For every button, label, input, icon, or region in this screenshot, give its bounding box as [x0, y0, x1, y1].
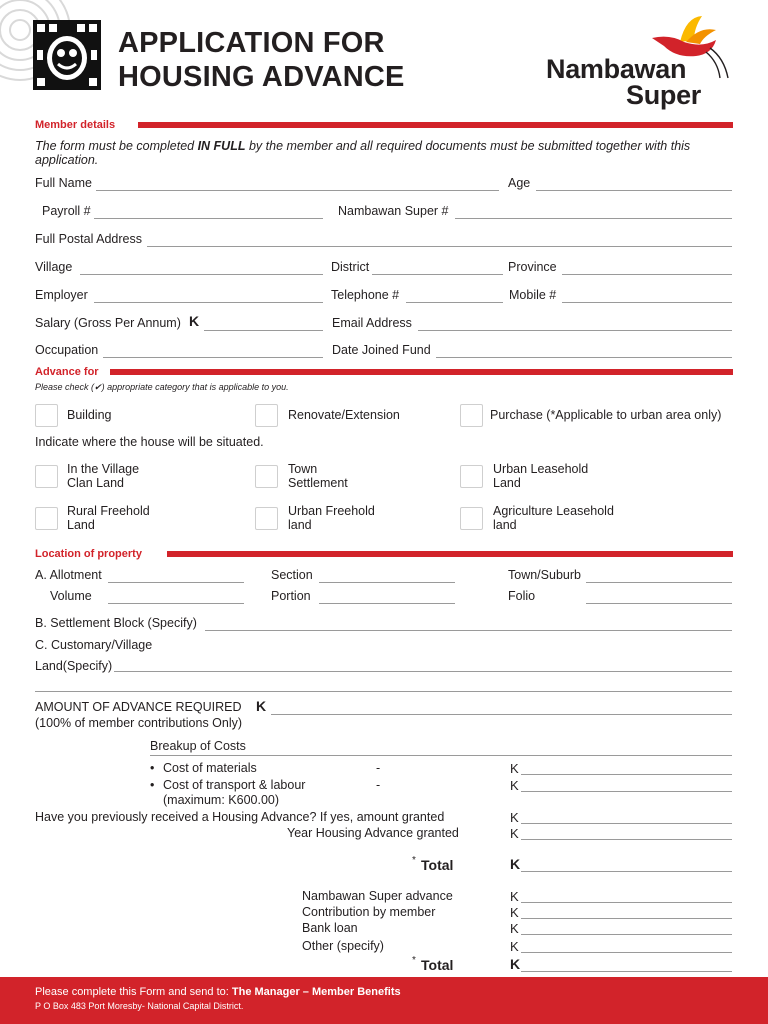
land-type-label: Clan Land	[67, 476, 124, 490]
building-label: Building	[67, 408, 112, 422]
total-label: Total	[421, 857, 454, 873]
urban-leasehold-checkbox[interactable]	[460, 465, 483, 488]
occupation-label: Occupation	[35, 343, 99, 357]
previous-advance-label: Have you previously received a Housing Advance? If yes, amount granted	[35, 810, 445, 824]
footer-send-to	[35, 986, 401, 998]
bank-loan-currency: K	[510, 921, 519, 936]
bank-loan-label: Bank loan	[302, 921, 358, 935]
email-field[interactable]	[418, 330, 732, 331]
nambawan-super-field[interactable]	[455, 218, 732, 219]
grand-total-currency: K	[510, 956, 521, 972]
employer-field[interactable]	[94, 302, 323, 303]
transport-currency: K	[510, 778, 519, 793]
intro-part1: The form must be completed	[35, 139, 198, 153]
transport-bullet: •	[150, 778, 155, 792]
previous-amount-field[interactable]	[521, 823, 732, 824]
payroll-field[interactable]	[94, 218, 323, 219]
nambawan-super-label: Nambawan Super #	[338, 204, 449, 218]
province-label: Province	[508, 260, 557, 274]
folio-label: Folio	[508, 589, 536, 603]
other-label: Other (specify)	[302, 939, 384, 953]
total-currency: K	[510, 856, 521, 872]
land-type-label: Land	[493, 476, 521, 490]
telephone-field[interactable]	[406, 302, 503, 303]
province-field[interactable]	[562, 274, 732, 275]
agriculture-leasehold-checkbox[interactable]	[460, 507, 483, 530]
transport-note: (maximum: K600.00)	[163, 793, 280, 807]
grand-total-star: *	[412, 955, 416, 966]
year-currency: K	[510, 826, 519, 841]
land-type-label: In the Village	[67, 462, 140, 476]
situated-label: Indicate where the house will be situated.	[35, 435, 264, 449]
member-intro	[35, 139, 690, 153]
advance-for-bar	[110, 369, 733, 375]
village-field[interactable]	[80, 274, 323, 275]
rural-freehold-checkbox[interactable]	[35, 507, 58, 530]
total-field[interactable]	[521, 871, 732, 872]
town-settlement-checkbox[interactable]	[255, 465, 278, 488]
renovate-checkbox[interactable]	[255, 404, 278, 427]
nambawan-advance-field[interactable]	[521, 902, 732, 903]
member-details-title: Member details	[35, 119, 121, 131]
amount-label: AMOUNT OF ADVANCE REQUIRED	[35, 700, 242, 714]
footer-send-bold: The Manager – Member Benefits	[231, 986, 401, 998]
land-type-label: Town	[288, 462, 318, 476]
employer-label: Employer	[35, 288, 88, 302]
village-label: Village	[35, 260, 73, 274]
customary-label-line2: Land(Specify)	[35, 659, 113, 673]
postal-address-label: Full Postal Address	[35, 232, 142, 246]
footer-address: P O Box 483 Port Moresby- National Capital District.	[35, 1001, 244, 1011]
settlement-block-label: B. Settlement Block (Specify)	[35, 616, 197, 630]
year-granted-label: Year Housing Advance granted	[287, 826, 459, 840]
mobile-field[interactable]	[562, 302, 732, 303]
land-type-label: Urban Leasehold	[493, 462, 589, 476]
transport-field[interactable]	[521, 791, 732, 792]
contribution-field[interactable]	[521, 918, 732, 919]
town-suburb-label: Town/Suburb	[508, 568, 581, 582]
location-title: Location of property	[35, 548, 148, 560]
payroll-label: Payroll #	[42, 204, 91, 218]
nambawan-advance-currency: K	[510, 889, 519, 904]
land-type-label: Rural Freehold	[67, 504, 150, 518]
grand-total-field[interactable]	[521, 971, 732, 972]
salary-currency: K	[189, 313, 200, 329]
district-field[interactable]	[372, 274, 503, 275]
portion-label: Portion	[271, 589, 311, 603]
telephone-label: Telephone #	[331, 288, 400, 302]
postal-address-field[interactable]	[147, 246, 732, 247]
footer-bar	[0, 977, 768, 1024]
land-type-label: land	[493, 518, 517, 532]
intro-part2: by the member and all required documents must be submitted together with this	[245, 139, 691, 153]
occupation-field[interactable]	[103, 357, 323, 358]
advance-instruction: Please check (✔) appropriate category that is applicable to you.	[35, 382, 289, 392]
renovate-label: Renovate/Extension	[288, 408, 400, 422]
land-type-label: land	[288, 518, 312, 532]
amount-currency: K	[256, 698, 267, 714]
advance-for-title: Advance for	[35, 366, 105, 378]
date-joined-label: Date Joined Fund	[332, 343, 431, 357]
bank-loan-field[interactable]	[521, 934, 732, 935]
nambawan-advance-label: Nambawan Super advance	[302, 889, 453, 903]
amount-note: (100% of member contributions Only)	[35, 716, 243, 730]
form-title-line2: HOUSING ADVANCE	[118, 61, 405, 93]
section-field[interactable]	[319, 582, 455, 583]
salary-label: Salary (Gross Per Annum)	[35, 316, 181, 330]
folio-field[interactable]	[586, 603, 732, 604]
intro-emphasis: IN FULL	[197, 139, 246, 153]
grand-total-label: Total	[421, 957, 454, 973]
customary-field[interactable]	[114, 671, 732, 672]
brand-name-line2: Super	[626, 80, 702, 110]
settlement-block-field[interactable]	[205, 630, 732, 631]
amount-field[interactable]	[271, 714, 732, 715]
member-details-bar	[138, 122, 733, 128]
district-label: District	[331, 260, 370, 274]
mask-logo-icon	[33, 20, 101, 90]
land-type-label: Land	[67, 518, 95, 532]
allotment-field[interactable]	[108, 582, 244, 583]
village-clan-land-checkbox[interactable]	[35, 465, 58, 488]
other-currency: K	[510, 939, 519, 954]
full-name-label: Full Name	[35, 176, 92, 190]
materials-field[interactable]	[521, 774, 732, 775]
year-granted-field[interactable]	[521, 839, 732, 840]
materials-bullet: •	[150, 761, 155, 775]
allotment-label: A. Allotment	[35, 568, 102, 582]
total-star: *	[412, 855, 416, 866]
footer-send-prefix: Please complete this Form and send to:	[35, 986, 232, 998]
date-joined-field[interactable]	[436, 357, 732, 358]
other-field[interactable]	[521, 952, 732, 953]
urban-freehold-checkbox[interactable]	[255, 507, 278, 530]
salary-field[interactable]	[204, 330, 323, 331]
brand-name-line1: Nambawan	[546, 54, 687, 84]
contribution-label: Contribution by member	[302, 905, 436, 919]
transport-dash: -	[376, 778, 381, 792]
land-type-label: Agriculture Leasehold	[493, 504, 614, 518]
volume-field[interactable]	[108, 603, 244, 604]
transport-label: Cost of transport & labour	[163, 778, 306, 792]
materials-dash: -	[376, 761, 381, 775]
materials-label: Cost of materials	[163, 761, 257, 775]
full-name-field[interactable]	[96, 190, 499, 191]
member-intro-line2: application.	[35, 153, 99, 167]
previous-currency: K	[510, 810, 519, 825]
land-type-label: Urban Freehold	[288, 504, 375, 518]
town-suburb-field[interactable]	[586, 582, 732, 583]
section-label: Section	[271, 568, 313, 582]
form-title-line1: APPLICATION FOR	[118, 27, 385, 59]
breakup-label: Breakup of Costs	[150, 739, 246, 753]
materials-currency: K	[510, 761, 519, 776]
breakup-line	[150, 755, 732, 756]
email-label: Email Address	[332, 316, 412, 330]
customary-label-line1: C. Customary/Village	[35, 638, 153, 652]
volume-label: Volume	[50, 589, 92, 603]
customary-field-extra[interactable]	[35, 691, 732, 692]
land-type-label: Settlement	[288, 476, 348, 490]
purchase-label: Purchase (*Applicable to urban area only)	[490, 408, 722, 422]
mobile-label: Mobile #	[509, 288, 557, 302]
building-checkbox[interactable]	[35, 404, 58, 427]
age-label: Age	[508, 176, 531, 190]
purchase-checkbox[interactable]	[460, 404, 483, 427]
portion-field[interactable]	[319, 603, 455, 604]
age-field[interactable]	[536, 190, 732, 191]
location-bar	[167, 551, 733, 557]
contribution-currency: K	[510, 905, 519, 920]
